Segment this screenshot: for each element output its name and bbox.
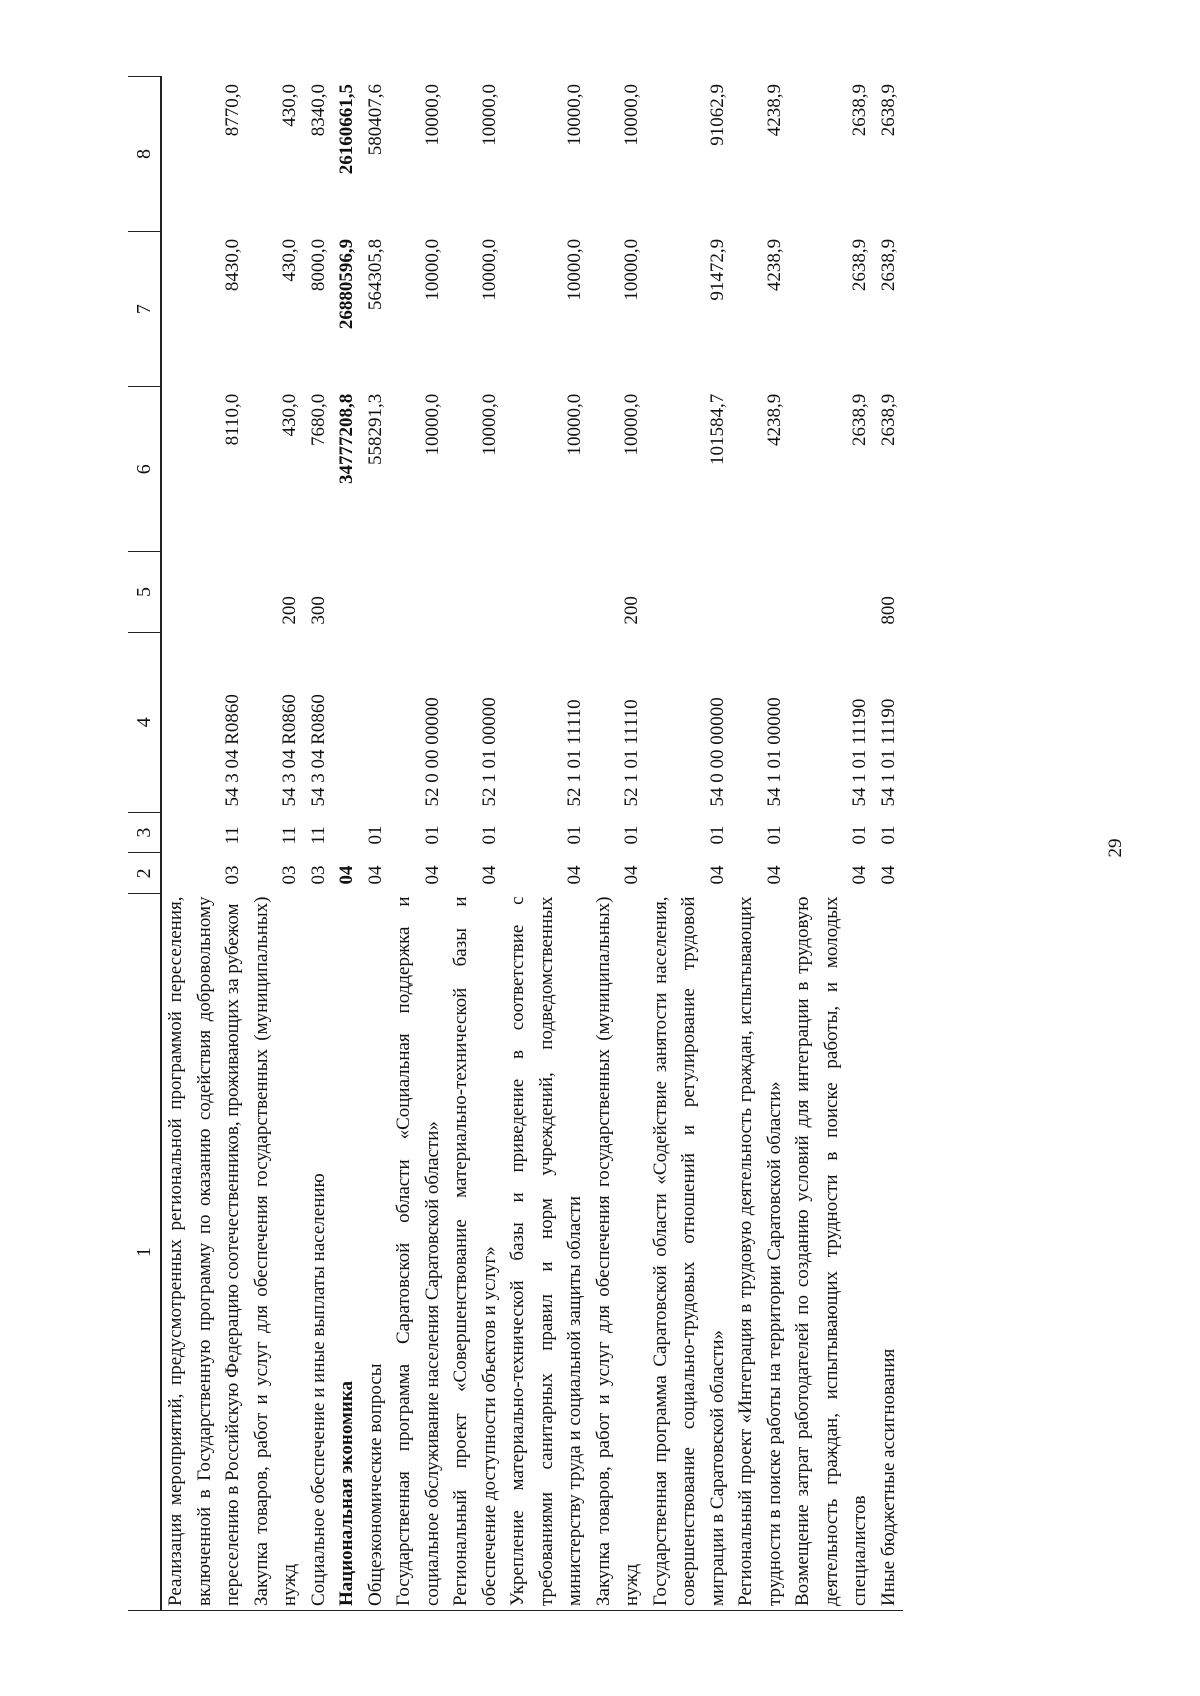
row-amount-col8: 2638,9: [849, 83, 870, 137]
table-row: [447, 76, 504, 1610]
row-amount-col6: 2638,9: [849, 393, 870, 447]
row-name: Реализация мероприятий, предусмотренных региональной программой переселения, включенной в Государственную программу по оказанию содействия добровольному переселению в Российскую Федерацию соотечественников, проживающих за рубежом: [165, 896, 243, 1606]
row-amount-col7: 91472,9: [706, 238, 728, 301]
row-target-code: 54 3 04 R0860: [222, 694, 243, 807]
row-name: Возмещение затрат работодателей по созданию условий для интеграции в трудовую деятельность граждан, испытывающих трудности в поиске работы, и молодых специалистов: [792, 896, 870, 1606]
row-amount-col8: 8340,0: [307, 83, 329, 137]
row-amount-col8: 26160661,5: [336, 83, 357, 175]
header-col-2: 2: [128, 852, 160, 893]
row-amount-col8: 10000,0: [478, 83, 500, 146]
header-col-5: 5: [128, 551, 160, 632]
row-subsection: 11: [279, 826, 300, 845]
row-section: 04: [564, 865, 585, 885]
row-amount-col6: 34777208,8: [336, 393, 357, 485]
row-target-code: 52 1 01 11110: [564, 699, 585, 807]
table-row: [248, 76, 305, 1610]
row-amount-col6: 10000,0: [478, 393, 500, 456]
row-amount-col6: 4238,9: [763, 393, 785, 447]
row-section: 04: [621, 865, 642, 885]
row-name: Укрепление материально-технической базы и приведение в соответствие с требованиями санитарных правил и норм учреждений, подведомственных министерству труда и социальной защиты области: [507, 896, 585, 1606]
row-section: 04: [763, 865, 785, 885]
table-row: [162, 76, 248, 1610]
table-body: [161, 76, 903, 1611]
table-row: [390, 76, 447, 1610]
row-amount-col7: 10000,0: [421, 238, 443, 301]
row-target-code: 52 1 01 00000: [478, 697, 500, 807]
header-col-6: 6: [128, 386, 160, 551]
row-expense-type: 200: [279, 596, 300, 625]
row-amount-col7: 564305,8: [364, 238, 386, 311]
table-row: [647, 76, 733, 1610]
row-target-code: 54 1 01 00000: [763, 697, 785, 807]
row-amount-col8: 580407,6: [364, 83, 386, 156]
row-amount-col7: 2638,9: [849, 238, 870, 292]
row-target-code: 52 0 00 00000: [421, 697, 443, 807]
row-section: 04: [706, 865, 728, 885]
row-section: 04: [478, 865, 500, 885]
row-name: Иные бюджетные ассигнования: [877, 1348, 899, 1606]
table-header-row: [128, 76, 161, 1611]
row-amount-col6: 430,0: [279, 393, 300, 437]
budget-table: [128, 76, 903, 1611]
row-target-code: 54 3 04 R0860: [307, 694, 329, 807]
row-subsection: 11: [307, 826, 329, 845]
table-row: [333, 76, 362, 1610]
table-row: [789, 76, 875, 1610]
row-amount-col8: 2638,9: [877, 83, 899, 137]
header-col-8: 8: [133, 149, 155, 160]
row-name: Государственная программа Саратовской области «Социальная поддержка и социальное обслуживание населения Саратовской области»: [393, 896, 443, 1606]
row-name: Закупка товаров, работ и услуг для обеспечения государственных (муниципальных) нужд: [250, 896, 300, 1606]
row-amount-col6: 10000,0: [421, 393, 443, 456]
row-section: 03: [279, 865, 300, 885]
row-name: Национальная экономика: [336, 1380, 357, 1606]
row-target-code: 54 3 04 R0860: [279, 694, 300, 807]
row-amount-col7: 430,0: [279, 238, 300, 282]
row-name: Социальное обеспечение и иные выплаты населению: [307, 1173, 329, 1606]
row-expense-type: 800: [877, 596, 899, 625]
table-row: [875, 76, 904, 1610]
row-section: 04: [849, 865, 870, 885]
row-amount-col6: 10000,0: [564, 393, 585, 456]
row-amount-col7: 2638,9: [877, 238, 899, 292]
table-row: [362, 76, 391, 1610]
row-subsection: 01: [849, 825, 870, 845]
row-amount-col8: 10000,0: [621, 83, 642, 146]
header-col-4: 4: [128, 632, 160, 812]
row-subsection: 01: [564, 825, 585, 845]
row-amount-col7: 10000,0: [564, 238, 585, 301]
row-section: 04: [364, 865, 386, 885]
row-subsection: 01: [478, 825, 500, 845]
row-amount-col6: 101584,7: [706, 393, 728, 466]
row-subsection: 01: [621, 825, 642, 845]
row-amount-col6: 10000,0: [621, 393, 642, 456]
row-subsection: 01: [877, 825, 899, 845]
row-amount-col8: 430,0: [279, 83, 300, 127]
row-target-code: 52 1 01 11110: [621, 699, 642, 807]
row-target-code: 54 0 00 00000: [706, 697, 728, 807]
row-amount-col8: 8770,0: [222, 83, 243, 137]
row-name: Региональный проект «Интеграция в трудовую деятельность граждан, испытывающих трудности в поиске работы на территории Саратовской области»: [735, 896, 785, 1606]
header-col-7: 7: [128, 231, 160, 386]
header-col-3: 3: [128, 812, 160, 853]
header-col-1: 1: [128, 893, 160, 1610]
row-amount-col7: 26880596,9: [336, 238, 357, 330]
row-amount-col6: 558291,3: [364, 393, 386, 466]
row-section: 04: [421, 865, 443, 885]
row-name: Общеэкономические вопросы: [364, 1363, 386, 1606]
row-amount-col8: 4238,9: [763, 83, 785, 137]
row-section: 03: [222, 865, 243, 885]
table-row: [305, 76, 334, 1610]
row-expense-type: 300: [307, 596, 329, 625]
page-number: 29: [1105, 838, 1126, 858]
row-subsection: 11: [222, 826, 243, 845]
row-expense-type: 200: [621, 596, 642, 625]
row-subsection: 01: [706, 825, 728, 845]
table-row: [732, 76, 789, 1610]
row-subsection: 01: [421, 825, 443, 845]
row-amount-col7: 10000,0: [621, 238, 642, 301]
row-target-code: 54 1 01 11190: [849, 698, 870, 807]
row-amount-col6: 7680,0: [307, 393, 329, 447]
row-name: Государственная программа Саратовской области «Содействие занятости населения, совершенствование социально-трудовых отношений и регулирование трудовой миграции в Саратовской области»: [649, 896, 728, 1606]
row-amount-col6: 2638,9: [877, 393, 899, 447]
row-amount-col7: 8000,0: [307, 238, 329, 292]
row-amount-col7: 10000,0: [478, 238, 500, 301]
row-name: Региональный проект «Совершенствование материально-технической базы и обеспечение доступности объектов и услуг»: [450, 896, 500, 1606]
row-name: Закупка товаров, работ и услуг для обеспечения государственных (муниципальных) нужд: [592, 896, 642, 1606]
row-subsection: 01: [364, 825, 386, 845]
row-target-code: 54 1 01 11190: [877, 698, 899, 807]
table-row: [590, 76, 647, 1610]
row-section: 03: [307, 865, 329, 885]
row-amount-col6: 8110,0: [222, 393, 243, 446]
row-subsection: 01: [763, 825, 785, 845]
row-amount-col8: 91062,9: [706, 83, 728, 146]
row-amount-col7: 8430,0: [222, 238, 243, 292]
row-amount-col8: 10000,0: [564, 83, 585, 146]
row-amount-col8: 10000,0: [421, 83, 443, 146]
row-section: 04: [336, 865, 357, 885]
table-row: [504, 76, 590, 1610]
row-section: 04: [877, 865, 899, 885]
row-amount-col7: 4238,9: [763, 238, 785, 292]
